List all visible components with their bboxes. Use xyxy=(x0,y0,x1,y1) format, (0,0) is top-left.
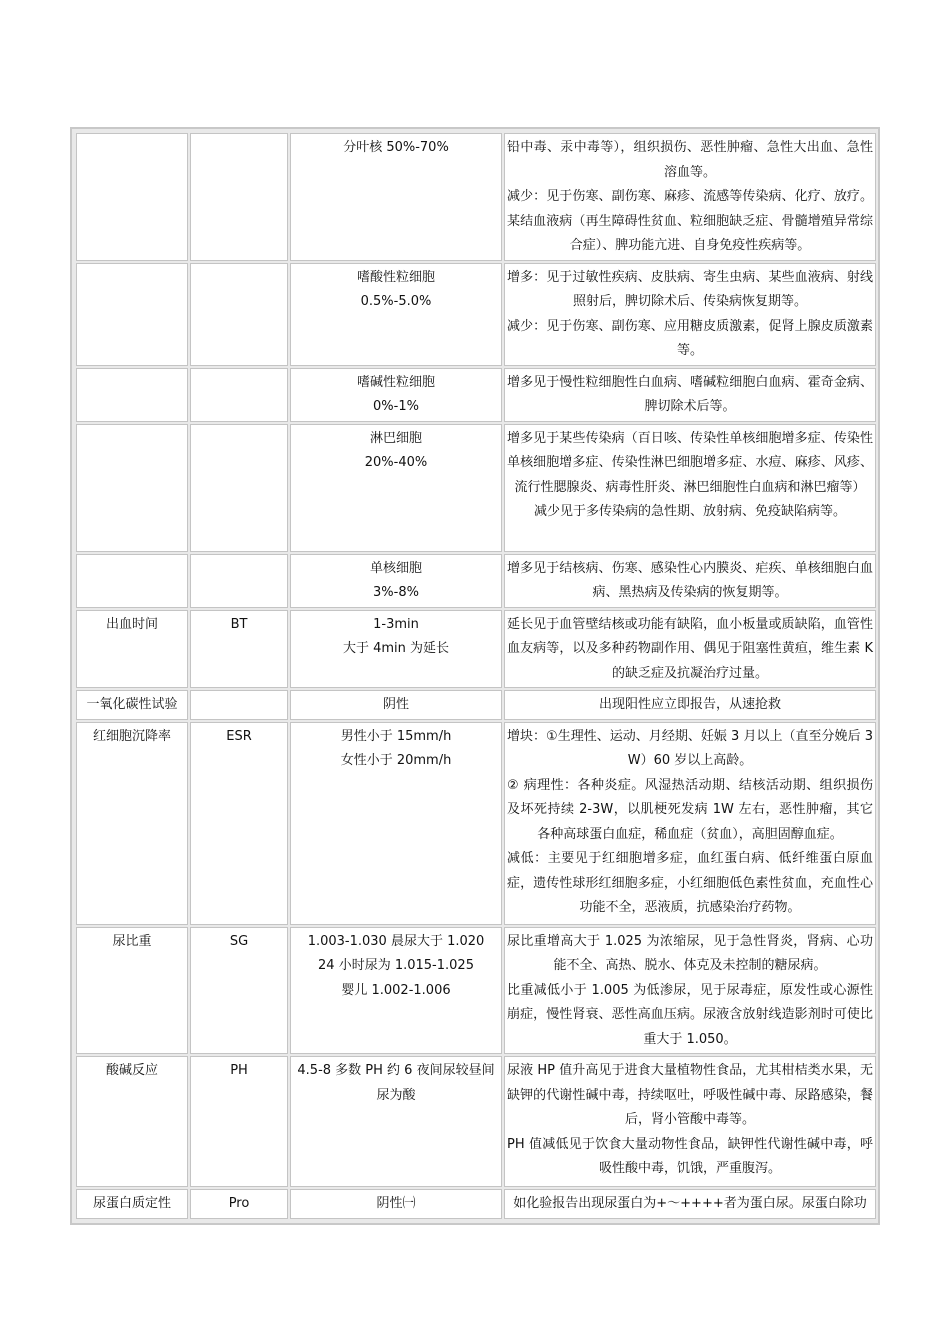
clinical-significance-cell xyxy=(504,554,876,608)
reference-value-line: 4.5-8 多数 PH 约 6 夜间尿较昼间尿为酸 xyxy=(297,1063,495,1103)
clinical-significance-paragraph: 铅中毒、汞中毒等），组织损伤、恶性肿瘤、急性大出血、急性溶血等。 xyxy=(507,140,873,180)
reference-value-line: 阴性 xyxy=(382,697,409,712)
test-name-cell: 红细胞沉降率 xyxy=(76,722,188,925)
reference-value-cell xyxy=(290,424,502,552)
table-row xyxy=(76,133,876,261)
reference-value-line: 分叶核 50%-70% xyxy=(343,140,449,155)
test-abbreviation-cell xyxy=(190,368,288,422)
test-name-cell xyxy=(76,424,188,552)
clinical-significance-paragraph: PH 值减低见于饮食大量动物性食品，缺钾性代谢性碱中毒，呼吸性酸中毒，饥饿，严重腹泻。 xyxy=(507,1136,873,1176)
reference-value-cell xyxy=(290,263,502,366)
reference-value-line: 0.5%-5.0% xyxy=(360,294,432,309)
reference-value-line: 单核细胞 xyxy=(369,560,422,576)
table-row xyxy=(76,1056,876,1187)
reference-value-cell xyxy=(290,722,502,925)
reference-value-line: 女性小于 20mm/h xyxy=(340,753,452,768)
clinical-significance-cell xyxy=(504,690,876,720)
reference-value-cell xyxy=(290,1056,502,1187)
test-name-cell: 酸碱反应 xyxy=(76,1056,188,1187)
reference-value-line: 男性小于 15mm/h xyxy=(340,728,452,744)
reference-value-cell xyxy=(290,927,502,1055)
test-abbreviation-cell: SG xyxy=(190,927,288,1055)
reference-table xyxy=(74,131,878,1221)
table-row xyxy=(76,368,876,422)
test-abbreviation-cell xyxy=(190,263,288,366)
reference-value-line: 淋巴细胞 xyxy=(369,430,422,446)
reference-value-cell xyxy=(290,133,502,261)
table-row xyxy=(76,554,876,608)
clinical-significance-paragraph: ② 病理性：各种炎症。风湿热活动期、结核活动期、组织损伤及坏死持续 2-3W，以肌梗死发病 1W 左右，恶性肿瘤，其它各种高球蛋白血症，稀血症（贫血），高胆固醇血症。 xyxy=(507,777,873,842)
clinical-significance-cell xyxy=(504,368,876,422)
test-name-cell xyxy=(76,263,188,366)
test-abbreviation-cell xyxy=(190,554,288,608)
test-name-cell: 尿比重 xyxy=(76,927,188,1055)
clinical-significance-paragraph: 减少：见于伤寒、副伤寒、应用糖皮质激素，促肾上腺皮质激素等。 xyxy=(507,318,873,358)
clinical-significance-cell xyxy=(504,610,876,689)
clinical-significance-paragraph: 减少：见于伤寒、副伤寒、麻疹、流感等传染病、化疗、放疗。某结血液病（再生障碍性贫血、粒细胞缺乏症、骨髓增殖异常综合症）、脾功能亢进、自身免疫性疾病等。 xyxy=(507,189,873,253)
reference-value-line: 大于 4min 为延长 xyxy=(342,641,450,656)
test-name-cell xyxy=(76,554,188,608)
clinical-significance-paragraph: 增块：①生理性、运动、月经期、妊娠 3 月以上（直至分娩后 3W）60 岁以上高龄。 xyxy=(507,728,873,768)
clinical-significance-paragraph: 比重减低小于 1.005 为低渗尿，见于尿毒症，原发性或心源性崩症，慢性肾衰、恶性高血压病。尿液含放射线造影剂时可使比重大于 1.050。 xyxy=(507,982,873,1047)
clinical-significance-cell xyxy=(504,133,876,261)
clinical-significance-cell xyxy=(504,927,876,1055)
clinical-significance-paragraph: 增多见于结核病、伤寒、感染性心内膜炎、疟疾、单核细胞白血病、黑热病及传染病的恢复期等。 xyxy=(507,560,873,600)
reference-value-line: 3%-8% xyxy=(373,585,419,600)
reference-value-line: 婴儿 1.002-1.006 xyxy=(341,982,451,998)
lab-reference-table xyxy=(70,127,880,1225)
reference-value-cell xyxy=(290,690,502,720)
table-row xyxy=(76,610,876,689)
reference-value-line: 阴性㈠ xyxy=(376,1196,416,1211)
table-row xyxy=(76,263,876,366)
test-abbreviation-cell xyxy=(190,424,288,552)
clinical-significance-paragraph: 出现阳性应立即报告，从速抢救 xyxy=(598,697,781,712)
test-abbreviation-cell: Pro xyxy=(190,1189,288,1219)
table-row xyxy=(76,424,876,552)
test-abbreviation-cell xyxy=(190,133,288,261)
clinical-significance-cell xyxy=(504,1056,876,1187)
clinical-significance-paragraph: 增多见于某些传染病（百日咳、传染性单核细胞增多症、传染性单核细胞增多症、传染性淋巴细胞增多症、水痘、麻疹、风疹、流行性腮腺炎、病毒性肝炎、淋巴细胞性白血病和淋巴瘤等） xyxy=(507,430,873,495)
clinical-significance-paragraph: 尿比重增高大于 1.025 为浓缩尿，见于急性肾炎，肾病、心功能不全、高热、脱水、体克及未控制的糖尿病。 xyxy=(507,933,873,973)
reference-value-line: 20%-40% xyxy=(364,455,428,470)
clinical-significance-paragraph: 如化验报告出现尿蛋白为+～++++者为蛋白尿。尿蛋白除功 xyxy=(513,1196,867,1211)
clinical-significance-paragraph: 延长见于血管壁结核或功能有缺陷，血小板量或质缺陷，血管性血友病等，以及多种药物副作用、偶见于阻塞性黄疸，维生素 K 的缺乏症及抗凝治疗过量。 xyxy=(507,616,873,681)
clinical-significance-paragraph: 增多：见于过敏性疾病、皮肤病、寄生虫病、某些血液病、射线照射后，脾切除术后、传染病恢复期等。 xyxy=(507,269,873,309)
test-name-cell xyxy=(76,368,188,422)
test-abbreviation-cell: PH xyxy=(190,1056,288,1187)
table-body xyxy=(76,133,876,1219)
reference-value-line: 0%-1% xyxy=(373,399,419,414)
table-row xyxy=(76,1189,876,1219)
clinical-significance-paragraph: 减少见于多传染病的急性期、放射病、免疫缺陷病等。 xyxy=(533,504,846,519)
test-name-cell: 尿蛋白质定性 xyxy=(76,1189,188,1219)
clinical-significance-paragraph: 尿液 HP 值升高见于进食大量植物性食品，尤其柑桔类水果，无缺钾的代谢性碱中毒，持续呕吐，呼吸性碱中毒、尿路感染，餐后，肾小管酸中毒等。 xyxy=(507,1063,873,1127)
reference-value-cell xyxy=(290,610,502,689)
table-row xyxy=(76,722,876,925)
reference-value-line: 1-3min xyxy=(373,616,419,632)
table-row xyxy=(76,927,876,1055)
test-abbreviation-cell: BT xyxy=(190,610,288,689)
reference-value-cell xyxy=(290,554,502,608)
reference-value-cell xyxy=(290,368,502,422)
test-name-cell: 一氧化碳性试验 xyxy=(76,690,188,720)
clinical-significance-cell xyxy=(504,424,876,552)
reference-value-cell xyxy=(290,1189,502,1219)
reference-value-line: 24 小时尿为 1.015-1.025 xyxy=(318,958,474,973)
table-row xyxy=(76,690,876,720)
reference-value-line: 1.003-1.030 晨尿大于 1.020 xyxy=(307,933,485,949)
clinical-significance-paragraph: 减低：主要见于红细胞增多症，血红蛋白病、低纤维蛋白原血症，遗传性球形红细胞多症，小红细胞低色素性贫血，充血性心功能不全，恶液质，抗感染治疗药物。 xyxy=(507,851,873,915)
test-name-cell: 出血时间 xyxy=(76,610,188,689)
clinical-significance-cell xyxy=(504,1189,876,1219)
clinical-significance-cell xyxy=(504,263,876,366)
clinical-significance-cell xyxy=(504,722,876,925)
clinical-significance-paragraph: 增多见于慢性粒细胞性白血病、嗜碱粒细胞白血病、霍奇金病、脾切除术后等。 xyxy=(507,374,873,414)
reference-value-line: 嗜酸性粒细胞 xyxy=(356,269,435,285)
test-name-cell xyxy=(76,133,188,261)
reference-value-line: 嗜碱性粒细胞 xyxy=(356,374,435,390)
test-abbreviation-cell xyxy=(190,690,288,720)
test-abbreviation-cell: ESR xyxy=(190,722,288,925)
